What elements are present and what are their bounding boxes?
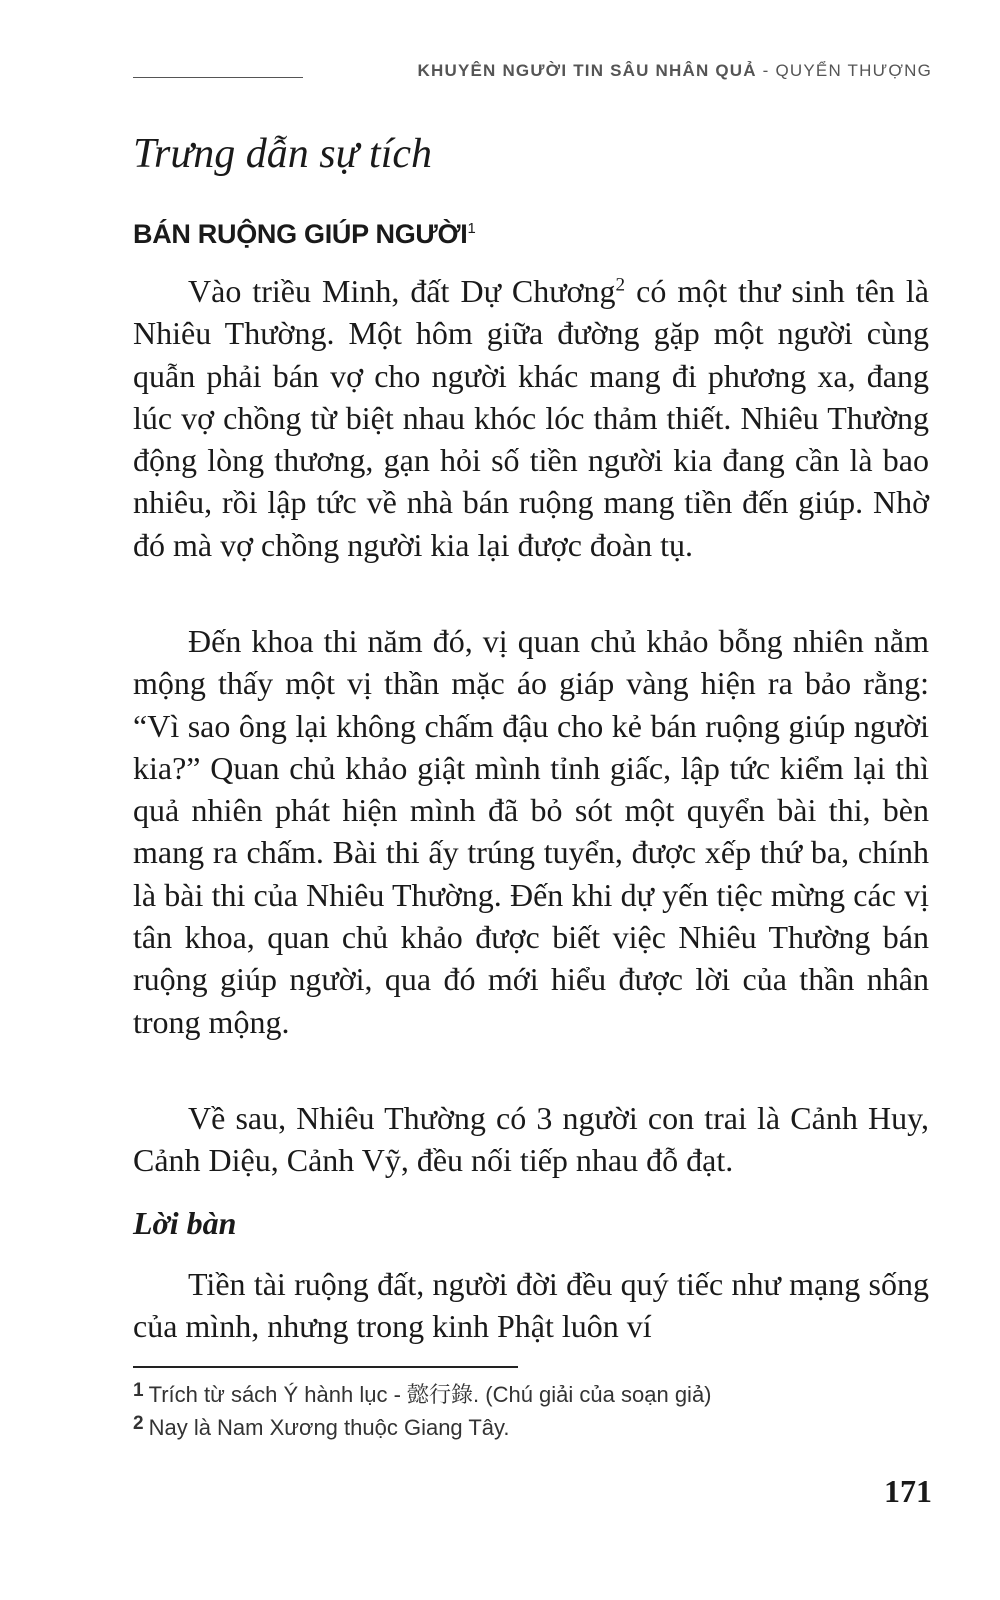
- footnote-2: [133, 1413, 510, 1441]
- header-separator: -: [756, 61, 776, 80]
- paragraph-1-rest: có một thư sinh tên là Nhiêu Thường. Một hôm giữa đường gặp một người cùng quẫn phải bán vợ cho người khác mang đi phương xa, đang lúc vợ chồng từ biệt nhau khóc lóc thảm thiết. Nhiêu Thường động lòng thương, gạn hỏi số tiền người kia đang cần là bao nhiêu, rồi lập tức về nhà bán ruộng mang tiền đến giúp. Nhờ đó mà vợ chồng người kia lại được đoàn tụ.: [133, 273, 930, 563]
- commentary-title: Lời bàn: [133, 1205, 237, 1241]
- footnote-ref-2[interactable]: 2: [615, 274, 626, 296]
- footnote-rule: [133, 1366, 518, 1368]
- book-title: KHUYÊN NGƯỜI TIN SÂU NHÂN QUẢ: [417, 61, 757, 80]
- section-title: Trưng dẫn sự tích: [133, 131, 433, 177]
- story-paragraph-3: Về sau, Nhiêu Thường có 3 người con trai là Cảnh Huy, Cảnh Diệu, Cảnh Vỹ, đều nối tiếp nhau đỗ đạt.: [133, 1100, 929, 1179]
- running-header: [418, 61, 932, 81]
- story-title-text: BÁN RUỘNG GIÚP NGƯỜI: [133, 219, 468, 249]
- footnote-1-text: Trích từ sách Ý hành lục - 懿行錄. (Chú giải của soạn giả): [148, 1382, 712, 1407]
- page-number: 171: [884, 1473, 932, 1509]
- footnote-2-text: Nay là Nam Xương thuộc Giang Tây.: [148, 1415, 510, 1440]
- footnote-ref-1[interactable]: 1: [467, 221, 476, 237]
- header-rule: [133, 77, 303, 78]
- footnote-1-number: 1: [133, 1380, 144, 1401]
- story-title: [133, 219, 475, 250]
- story-paragraph-1: [133, 270, 929, 566]
- paragraph-1-start: Vào triều Minh, đất Dự Chương: [188, 273, 616, 309]
- footnote-1: [133, 1378, 712, 1409]
- volume-title: QUYỂN THƯỢNG: [775, 61, 932, 80]
- story-paragraph-2: Đến khoa thi năm đó, vị quan chủ khảo bỗng nhiên nằm mộng thấy một vị thần mặc áo giáp vàng hiện ra bảo rằng: “Vì sao ông lại không chấm đậu cho kẻ bán ruộng giúp người kia?” Quan chủ khảo giật mình tỉnh giấc, lập tức kiểm lại thì quả nhiên phát hiện mình đã bỏ sót một quyển bài thi, bèn mang ra chấm. Bài thi ấy trúng tuyển, được xếp thứ ba, chính là bài thi của Nhiêu Thường. Đến khi dự yến tiệc mừng các vị tân khoa, quan chủ khảo được biết việc Nhiêu Thường bán ruộng giúp người, qua đó mới hiểu được lời của thần nhân trong mộng.: [133, 623, 929, 1040]
- footnote-2-number: 2: [133, 1413, 144, 1434]
- commentary-paragraph-1: Tiền tài ruộng đất, người đời đều quý tiếc như mạng sống của mình, nhưng trong kinh Phật luôn ví: [133, 1266, 929, 1345]
